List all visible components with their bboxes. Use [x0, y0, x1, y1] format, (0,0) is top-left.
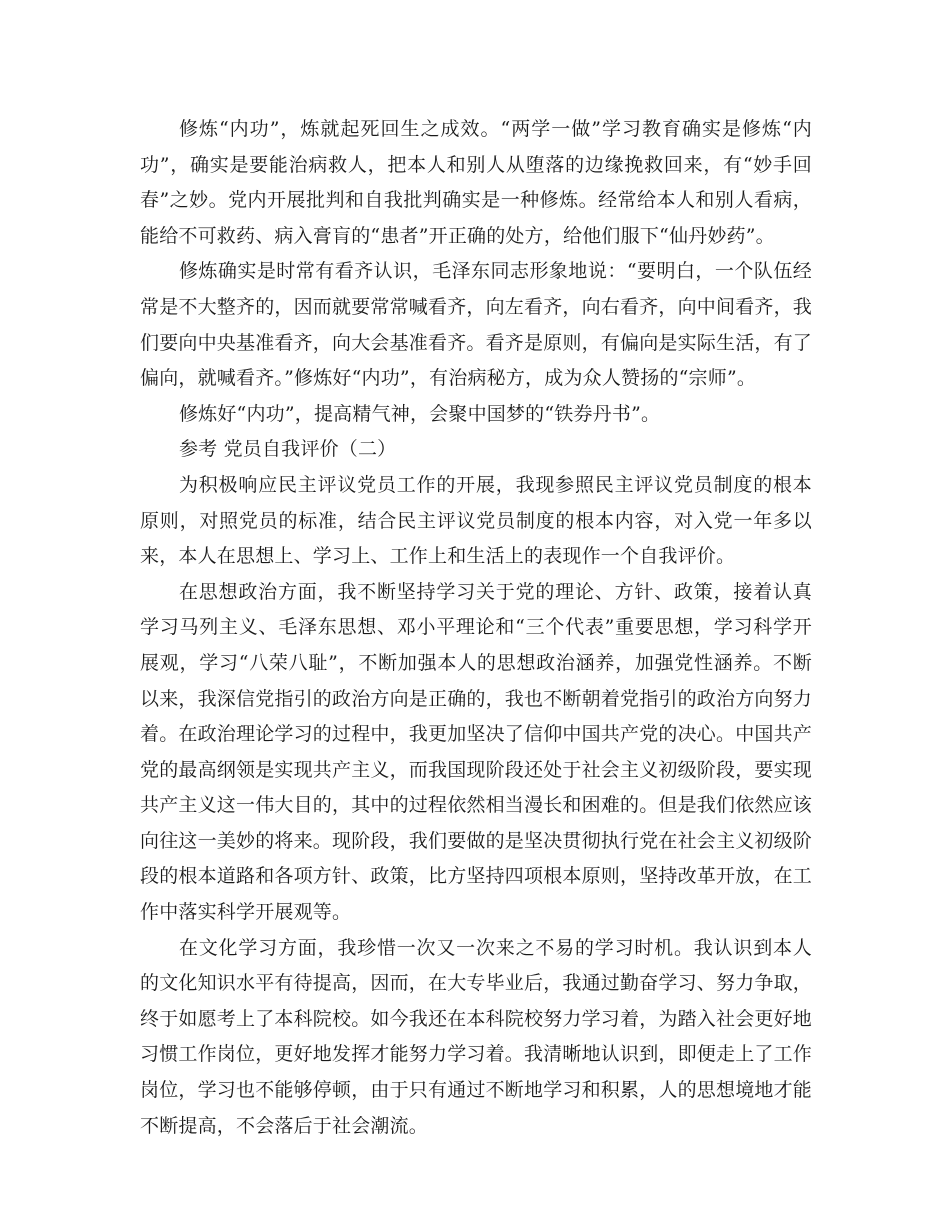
section-heading: 参考 党员自我评价（二）	[178, 438, 397, 461]
paragraph-cultural-study: 在文化学习方面，我珍惜一次又一次来之不易的学习时机。我认识到本人的文化知识水平有待提高，因而，在大专毕业后，我通过勤奋学习、努力争取，终于如愿考上了本科院校。如今我还在本科院校努力学习着，为踏入社会更好地习惯工作岗位，更好地发挥才能努力学习着。我清晰地认识到，即便走上了工作岗位，学习也不能够停顿，由于只有通过不断地学习和积累，人的思想境地才能不断提高，不会落后于社会潮流。	[140, 936, 813, 1137]
paragraph-spirit: 修炼好“内功”，提高精气神，会聚中国梦的“铁券丹书”。	[178, 402, 661, 425]
document-body	[140, 112, 812, 1144]
paragraph-political-thought: 在思想政治方面，我不断坚持学习关于党的理论、方针、政策，接着认真学习马列主义、毛泽东思想、邓小平理论和“三个代表”重要思想，学习科学开展观，学习“八荣八耻”，不断加强本人的思想政治涵养，加强党性涵养。不断以来，我深信党指引的政治方向是正确的，我也不断朝着党指引的政治方向努力着。在政治理论学习的过程中，我更加坚决了信仰中国共产党的决心。中国共产党的最高纲领是实现共产主义，而我国现阶段还处于社会主义初级阶段，要实现共产主义这一伟大目的，其中的过程依然相当漫长和困难的。但是我们依然应该向往这一美妙的将来。现阶段，我们要做的是坚决贯彻执行党在社会主义初级阶段的根本道路和各项方针、政策，比方坚持四项根本原则，坚持改革开放，在工作中落实科学开展观等。	[140, 580, 813, 924]
paragraph-neigong-cultivation: 修炼“内功”，炼就起死回生之成效。“两学一做”学习教育确实是修炼“内功”，确实是要能治病救人，把本人和别人从堕落的边缘挽救回来，有“妙手回春”之妙。党内开展批判和自我批判确实是一种修炼。经常给本人和别人看病，能给不可救药、病入膏肓的“患者”开正确的处方，给他们服下“仙丹妙药”。	[140, 118, 812, 247]
paragraph-intro: 为积极响应民主评议党员工作的开展，我现参照民主评议党员制度的根本原则，对照党员的标准，结合民主评议党员制度的根本内容，对入党一年多以来，本人在思想上、学习上、工作上和生活上的表现作一个自我评价。	[140, 473, 812, 568]
paragraph-alignment-awareness: 修炼确实是时常有看齐认识，毛泽东同志形象地说：“要明白，一个队伍经常是不大整齐的，因而就要常常喊看齐，向左看齐，向右看齐，向中间看齐，我们要向中央基准看齐，向大会基准看齐。看齐是原则，有偏向是实际生活，有了偏向，就喊看齐。”修炼好“内功”，有治病秘方，成为众人赞扬的“宗师”。	[140, 260, 813, 390]
